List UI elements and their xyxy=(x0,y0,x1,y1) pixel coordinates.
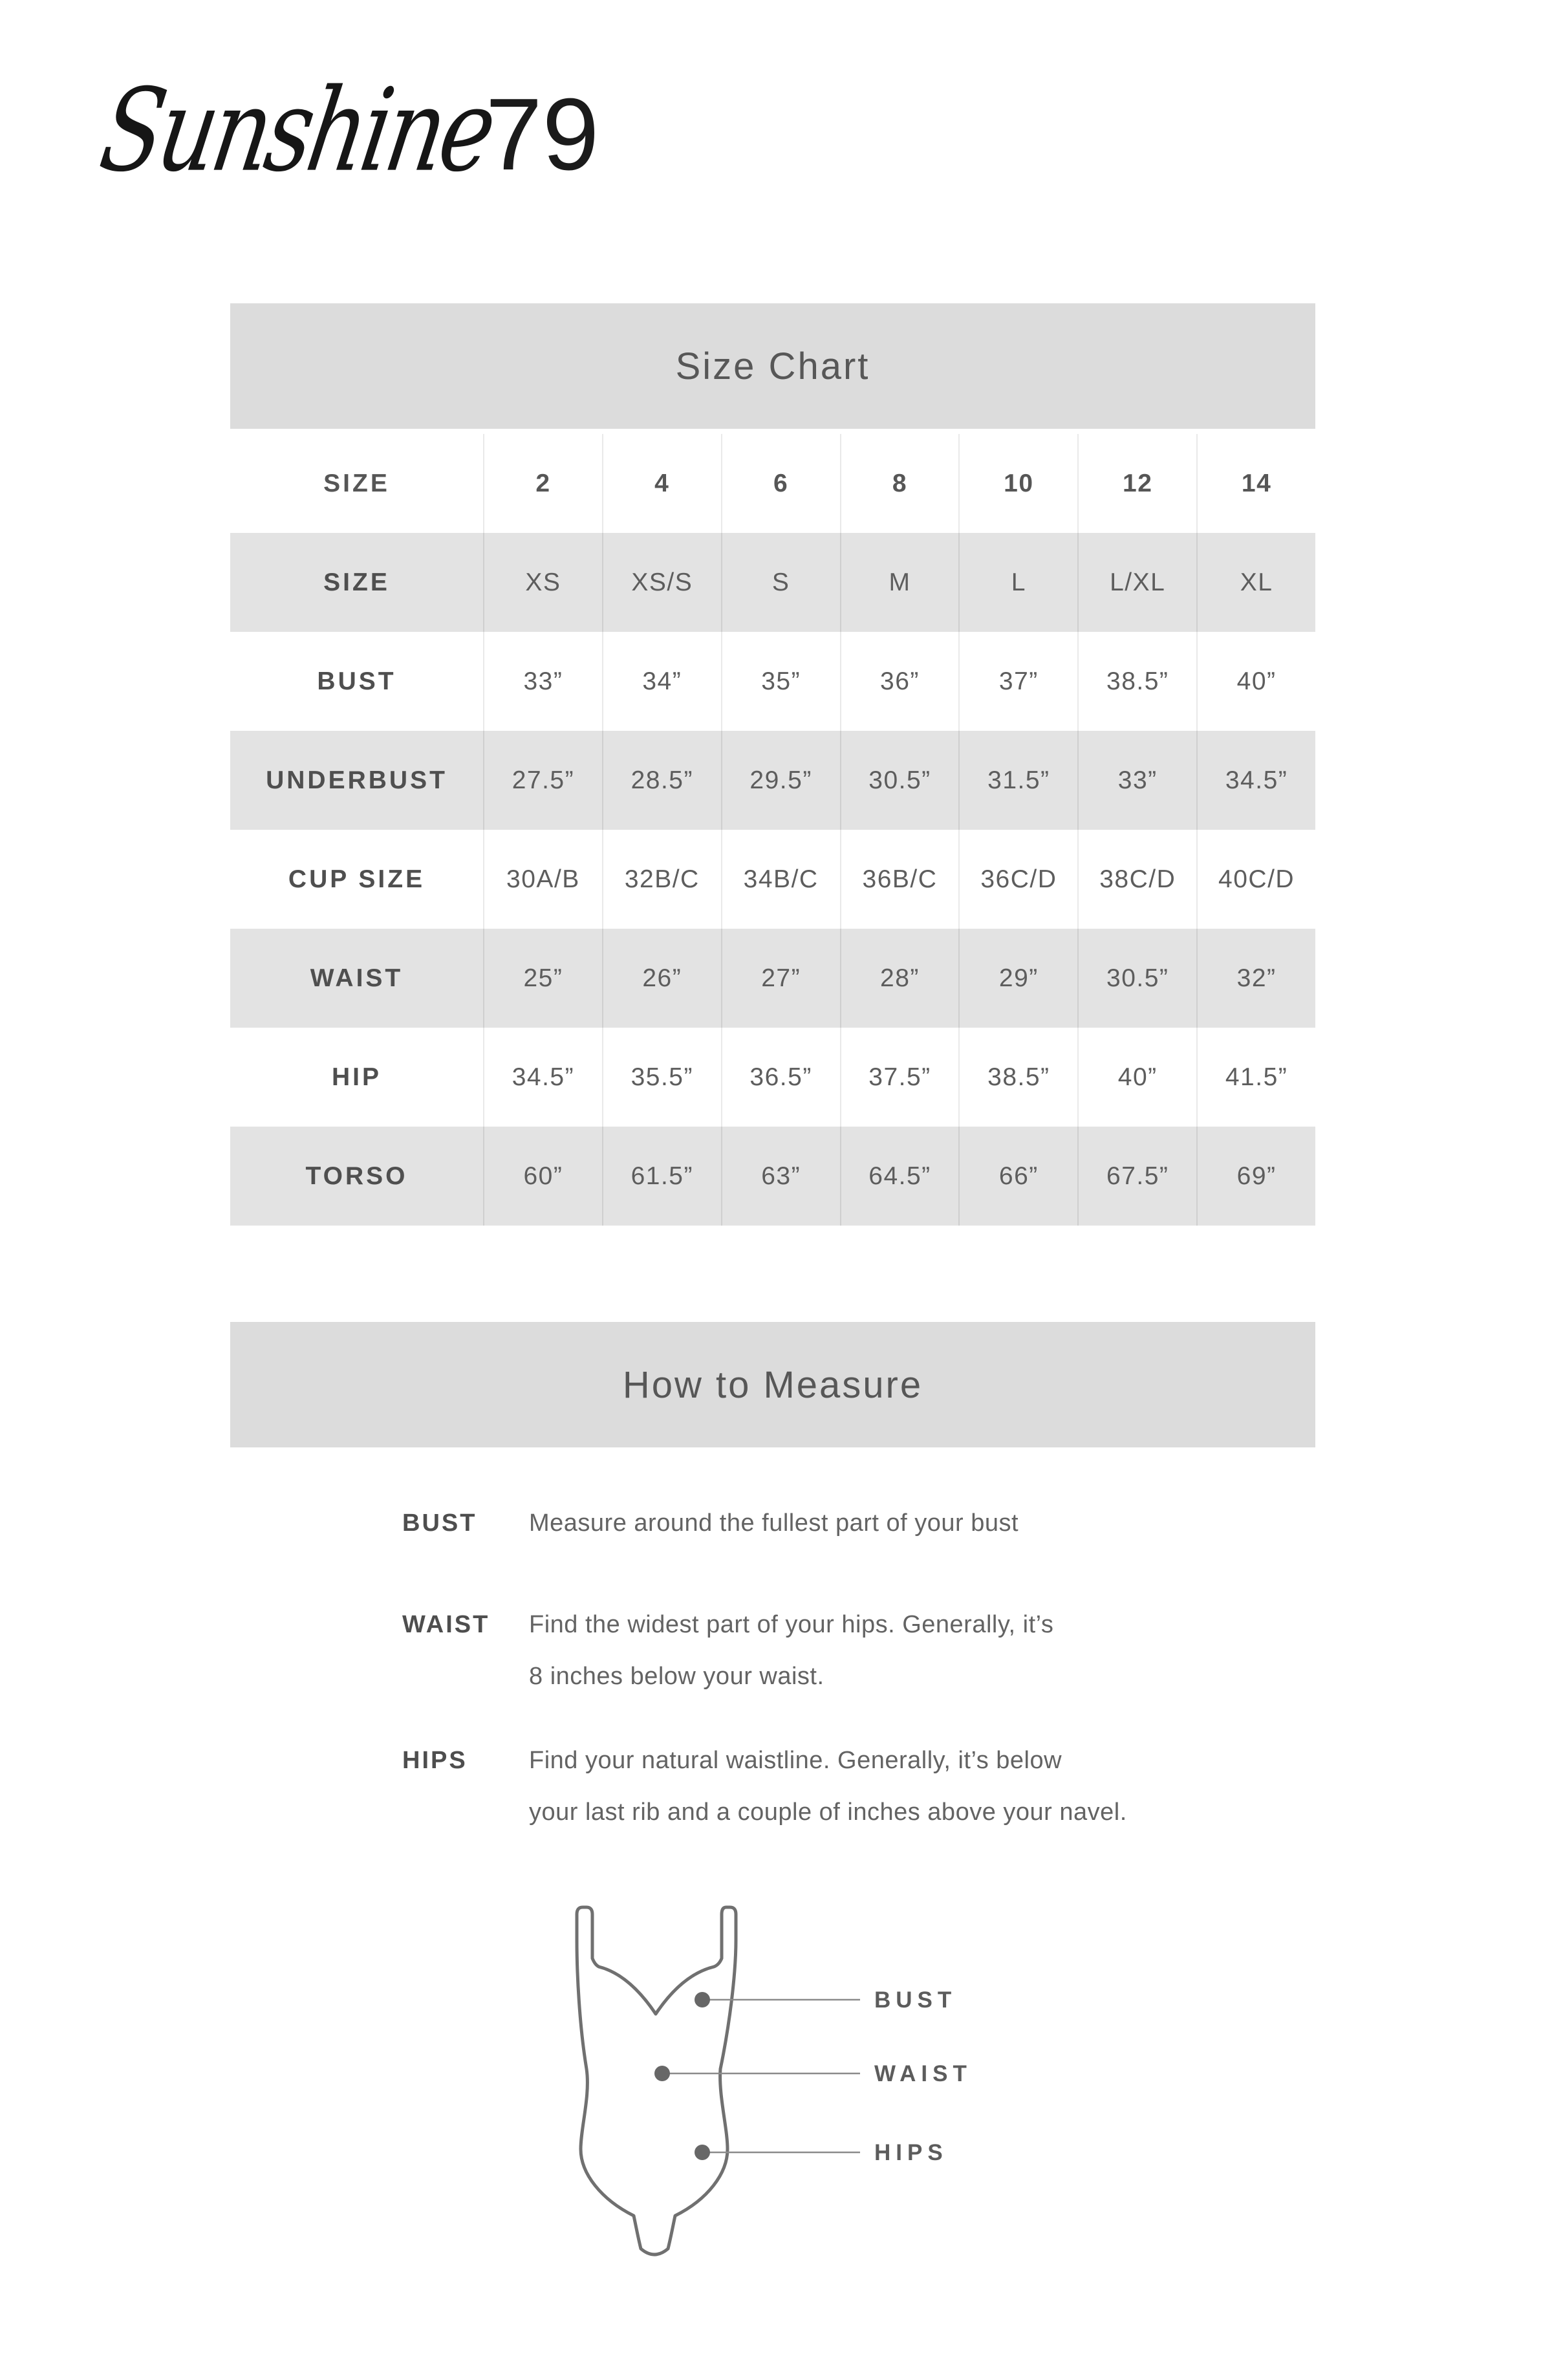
measure-item-label: BUST xyxy=(402,1509,477,1537)
size-value: 30.5” xyxy=(840,731,959,830)
size-value: 30.5” xyxy=(1077,929,1196,1028)
size-value: 29.5” xyxy=(721,731,840,830)
measure-item-label: WAIST xyxy=(402,1611,490,1638)
measure-text-line: Find your natural waistline. Generally, it’s below xyxy=(529,1747,1062,1774)
size-value: 40” xyxy=(1196,632,1315,731)
size-value: 69” xyxy=(1196,1127,1315,1226)
size-value: 28.5” xyxy=(602,731,721,830)
size-value: 36C/D xyxy=(958,830,1077,929)
size-value: 10 xyxy=(958,434,1077,533)
measure-text-line: your last rib and a couple of inches above your navel. xyxy=(529,1799,1127,1826)
size-chart-header-band xyxy=(230,303,1315,429)
size-value: 36B/C xyxy=(840,830,959,929)
size-value: 27.5” xyxy=(483,731,602,830)
size-value: 34.5” xyxy=(483,1028,602,1127)
measure-item-label: HIPS xyxy=(402,1747,468,1774)
size-value: L/XL xyxy=(1077,533,1196,632)
hips-marker-dot xyxy=(695,2145,710,2160)
measure-instructions xyxy=(230,1497,1315,1838)
size-value: 67.5” xyxy=(1077,1127,1196,1226)
brand-logo xyxy=(92,63,599,197)
size-value: 29” xyxy=(958,929,1077,1028)
table-row-hip xyxy=(230,1028,1315,1127)
size-value: 41.5” xyxy=(1196,1028,1315,1127)
measure-item-waist xyxy=(230,1599,1315,1702)
size-value: 34” xyxy=(602,632,721,731)
size-value: 35” xyxy=(721,632,840,731)
measure-text-line: 8 inches below your waist. xyxy=(529,1663,824,1690)
measure-item-hips xyxy=(230,1735,1315,1838)
size-value: 66” xyxy=(958,1127,1077,1226)
swimsuit-outline xyxy=(577,1907,736,2255)
table-row-cup-size xyxy=(230,830,1315,929)
size-value: 25” xyxy=(483,929,602,1028)
brand-logo-number-text: 79 xyxy=(485,78,599,191)
size-value: 34B/C xyxy=(721,830,840,929)
size-value: 63” xyxy=(721,1127,840,1226)
table-row-torso xyxy=(230,1127,1315,1226)
measure-text-line: Measure around the fullest part of your bust xyxy=(529,1509,1019,1537)
row-label: SIZE xyxy=(323,469,390,497)
row-label: WAIST xyxy=(310,964,404,992)
size-value: 2 xyxy=(483,434,602,533)
size-value: 40” xyxy=(1077,1028,1196,1127)
measure-item-text xyxy=(529,1497,1018,1549)
how-to-measure-section xyxy=(230,1322,1315,2289)
size-value: 33” xyxy=(483,632,602,731)
row-label: UNDERBUST xyxy=(266,766,447,794)
size-value: XS xyxy=(483,533,602,632)
size-value: 4 xyxy=(602,434,721,533)
size-value: 60” xyxy=(483,1127,602,1226)
swimsuit-diagram xyxy=(556,1876,1106,2289)
size-value: 28” xyxy=(840,929,959,1028)
diagram-bust-label: BUST xyxy=(874,1987,957,2013)
table-row-bust xyxy=(230,632,1315,731)
size-chart-title: Size Chart xyxy=(675,345,870,387)
how-to-measure-title: How to Measure xyxy=(622,1363,923,1406)
size-value: XS/S xyxy=(602,533,721,632)
bust-marker-dot xyxy=(695,1992,710,2007)
row-label: SIZE xyxy=(323,568,390,596)
size-value: 26” xyxy=(602,929,721,1028)
table-row-waist xyxy=(230,929,1315,1028)
size-value: L xyxy=(958,533,1077,632)
size-value: 38.5” xyxy=(958,1028,1077,1127)
size-value: 40C/D xyxy=(1196,830,1315,929)
size-value: 36” xyxy=(840,632,959,731)
size-value: 8 xyxy=(840,434,959,533)
size-chart-table xyxy=(230,434,1315,1226)
diagram-waist-label: WAIST xyxy=(874,2061,972,2086)
row-label: CUP SIZE xyxy=(288,865,426,893)
size-value: 64.5” xyxy=(840,1127,959,1226)
measure-item-text xyxy=(529,1599,1053,1702)
size-value: 6 xyxy=(721,434,840,533)
measure-item-bust xyxy=(230,1497,1315,1549)
size-value: M xyxy=(840,533,959,632)
size-value: 27” xyxy=(721,929,840,1028)
size-value: 35.5” xyxy=(602,1028,721,1127)
size-chart-section xyxy=(230,303,1315,1226)
brand-logo-script-text: Sunshine xyxy=(92,63,502,197)
size-value: 61.5” xyxy=(602,1127,721,1226)
size-value: 37.5” xyxy=(840,1028,959,1127)
size-value: 33” xyxy=(1077,731,1196,830)
measure-text-line: Find the widest part of your hips. Generally, it’s xyxy=(529,1611,1054,1638)
size-value: 32” xyxy=(1196,929,1315,1028)
waist-marker-dot xyxy=(654,2066,670,2081)
size-value: 34.5” xyxy=(1196,731,1315,830)
size-value: 12 xyxy=(1077,434,1196,533)
size-value: 38C/D xyxy=(1077,830,1196,929)
size-value: 31.5” xyxy=(958,731,1077,830)
size-value: XL xyxy=(1196,533,1315,632)
table-row-underbust xyxy=(230,731,1315,830)
row-label: BUST xyxy=(317,667,396,695)
measure-item-text xyxy=(529,1735,1127,1838)
size-value: 32B/C xyxy=(602,830,721,929)
row-label: HIP xyxy=(331,1063,382,1091)
size-value: 37” xyxy=(958,632,1077,731)
size-value: S xyxy=(721,533,840,632)
size-value: 14 xyxy=(1196,434,1315,533)
size-value: 36.5” xyxy=(721,1028,840,1127)
size-value: 30A/B xyxy=(483,830,602,929)
diagram-hips-label: HIPS xyxy=(874,2140,948,2165)
table-row-size-numeric xyxy=(230,434,1315,533)
row-label: TORSO xyxy=(305,1162,408,1190)
size-value: 38.5” xyxy=(1077,632,1196,731)
table-row-size-alpha xyxy=(230,533,1315,632)
how-to-measure-header-band xyxy=(230,1322,1315,1447)
